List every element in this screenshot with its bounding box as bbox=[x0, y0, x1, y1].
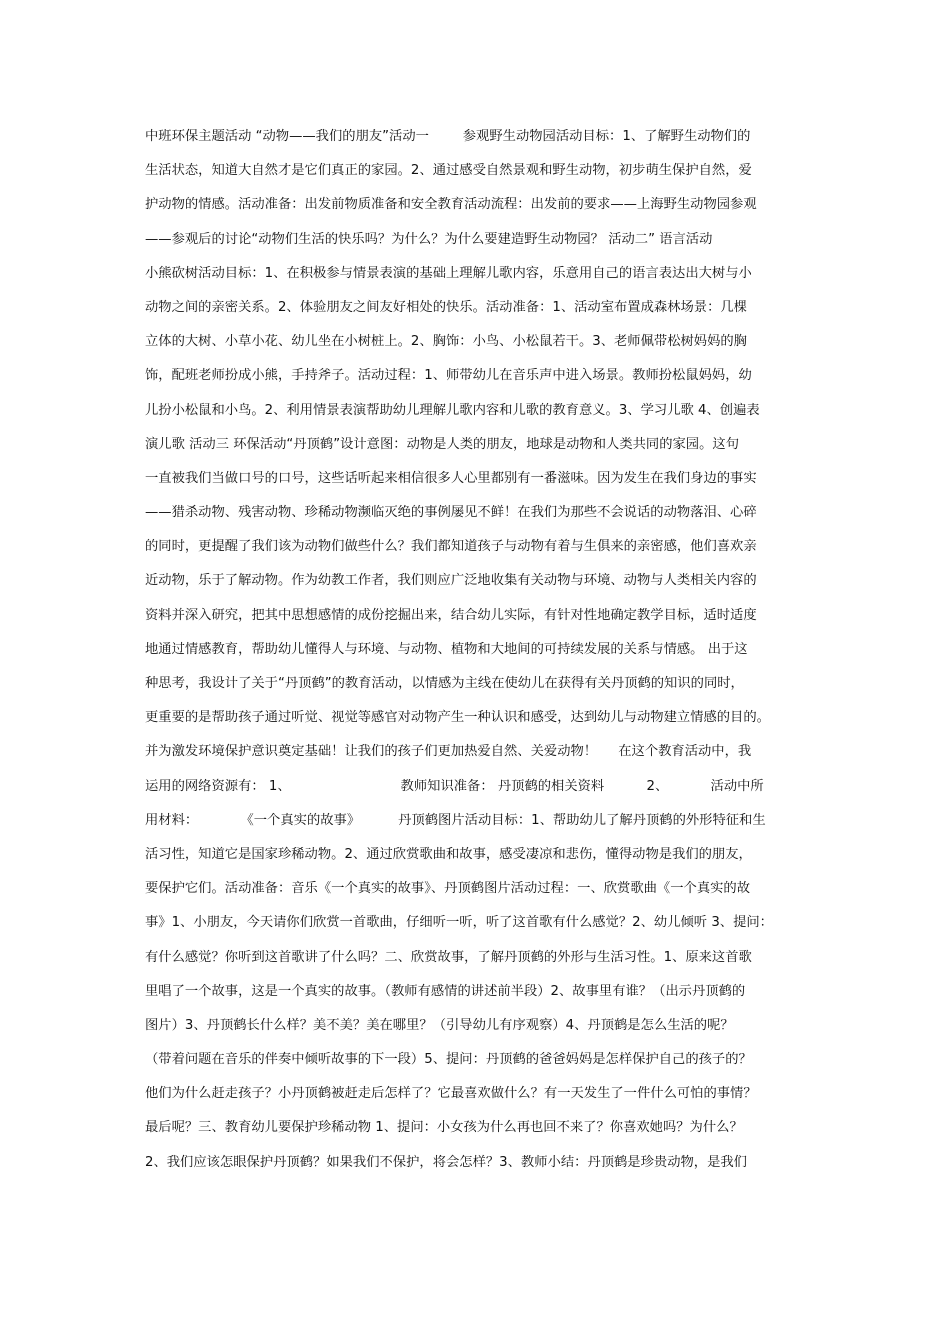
text-line: 的同时，更提醒了我们该为动物们做些什么？我们都知道孩子与动物有着与生俱来的亲密感，他们喜欢亲 bbox=[145, 539, 757, 555]
text-line: 要保护它们。活动准备：音乐《一个真实的故事》、丹顶鹤图片活动过程：一、欣赏歌曲《一个真实的故 bbox=[145, 881, 751, 897]
text-line: ——猎杀动物、残害动物、珍稀动物濒临灭绝的事例屡见不鲜！在我们为那些不会说话的动物落泪、心碎 bbox=[145, 505, 757, 521]
text-line: （带着问题在音乐的伴奏中倾听故事的下一段）5、提问：丹顶鹤的爸爸妈妈是怎样保护自己的孩子的？ bbox=[145, 1052, 752, 1068]
text-line: 种思考，我设计了关于“丹顶鹤”的教育活动，以情感为主线在使幼儿在获得有关丹顶鹤的知识的同时， bbox=[145, 676, 744, 691]
text-line: 动物之间的亲密关系。2、体验朋友之间友好相处的快乐。活动准备：1、活动室布置成森林场景：几棵 bbox=[145, 299, 747, 315]
text-line: 图片）3、丹顶鹤长什么样？美不美？美在哪里？（引导幼儿有序观察）4、丹顶鹤是怎么生活的呢？ bbox=[145, 1017, 734, 1033]
text-line: 有什么感觉？你听到这首歌讲了什么吗？二、欣赏故事，了解丹顶鹤的外形与生活习性。1、原来这首歌 bbox=[145, 949, 752, 965]
text-line: 儿扮小松鼠和小鸟。2、利用情景表演帮助幼儿理解儿歌内容和儿歌的教育意义。3、学习儿歌 4、创遍表 bbox=[145, 402, 760, 418]
text-line: 事》1、小朋友，今天请你们欣赏一首歌曲，仔细听一听，听了这首歌有什么感觉？2、幼儿倾听 3、提问： bbox=[145, 915, 773, 931]
text-line: 里唱了一个故事，这是一个真实的故事。（教师有感情的讲述前半段）2、故事里有谁？（出示丹顶鹤的 bbox=[145, 983, 746, 999]
text-line: 立体的大树、小草小花、幼儿坐在小树桩上。2、胸饰：小鸟、小松鼠若干。3、老师佩带松树妈妈的胸 bbox=[145, 334, 747, 350]
text-line: 演儿歌 活动三 环保活动“丹顶鹤”设计意图：动物是人类的朋友，地球是动物和人类共同的家园。这句 bbox=[145, 436, 739, 452]
body-text bbox=[145, 126, 825, 1186]
text-line: 一直被我们当做口号的口号，这些话听起来相信很多人心里都别有一番滋味。因为发生在我们身边的事实 bbox=[145, 470, 757, 486]
text-line: 活习性，知道它是国家珍稀动物。2、通过欣赏歌曲和故事，感受凄凉和悲伤，懂得动物是我们的朋友， bbox=[145, 846, 752, 862]
text-line: 资料并深入研究，把其中思想感情的成份挖掘出来，结合幼儿实际，有针对性地确定教学目标，适时适度 bbox=[145, 607, 757, 623]
text-line: 中班环保主题活动 “动物——我们的朋友”活动一 参观野生动物园活动目标：1、了解野生动物们的 bbox=[145, 129, 751, 144]
text-line: 生活状态，知道大自然才是它们真正的家园。2、通过感受自然景观和野生动物，初步萌生保护自然，爱 bbox=[145, 163, 752, 179]
text-line: 最后呢？三、教育幼儿要保护珍稀动物 1、提问：小女孩为什么再也回不来了？你喜欢她吗？为什么？ bbox=[145, 1120, 743, 1136]
text-line: 运用的网络资源有： 1、 教师知识准备： 丹顶鹤的相关资料 2、 活动中所 bbox=[145, 778, 764, 794]
text-line: 护动物的情感。活动准备：出发前物质准备和安全教育活动流程：出发前的要求——上海野生动物园参观 bbox=[145, 197, 757, 213]
text-line: 小熊砍树活动目标：1、在积极参与情景表演的基础上理解儿歌内容，乐意用自己的语言表达出大树与小 bbox=[145, 265, 752, 281]
text-line: 他们为什么赶走孩子？小丹顶鹤被赶走后怎样了？它最喜欢做什么？有一天发生了一件什么可怕的事情？ bbox=[145, 1086, 757, 1102]
text-line: ——参观后的讨论“动物们生活的快乐吗？为什么？为什么要建造野生动物园？ 活动二” 语言活动 bbox=[145, 231, 713, 247]
text-line: 更重要的是帮助孩子通过听觉、视觉等感官对动物产生一种认识和感受，达到幼儿与动物建立情感的目的。 bbox=[145, 710, 770, 726]
text-line: 并为激发环境保护意识奠定基础！让我们的孩子们更加热爱自然、关爱动物！ 在这个教育活动中，我 bbox=[145, 744, 752, 760]
text-line: 用材料： 《一个真实的故事》 丹顶鹤图片活动目标：1、帮助幼儿了解丹顶鹤的外形特征和生 bbox=[145, 812, 766, 828]
text-line: 近动物，乐于了解动物。作为幼教工作者，我们则应广泛地收集有关动物与环境、动物与人类相关内容的 bbox=[145, 573, 757, 589]
text-line: 地通过情感教育，帮助幼儿懂得人与环境、与动物、植物和大地间的可持续发展的关系与情感。 出于这 bbox=[145, 641, 748, 657]
text-line: 饰，配班老师扮成小熊，手持斧子。活动过程：1、师带幼儿在音乐声中进入场景。教师扮松鼠妈妈，幼 bbox=[145, 368, 752, 384]
text-line: 2、我们应该怎眼保护丹顶鹤？如果我们不保护，将会怎样？3、教师小结：丹顶鹤是珍贵动物，是我们 bbox=[145, 1154, 747, 1170]
